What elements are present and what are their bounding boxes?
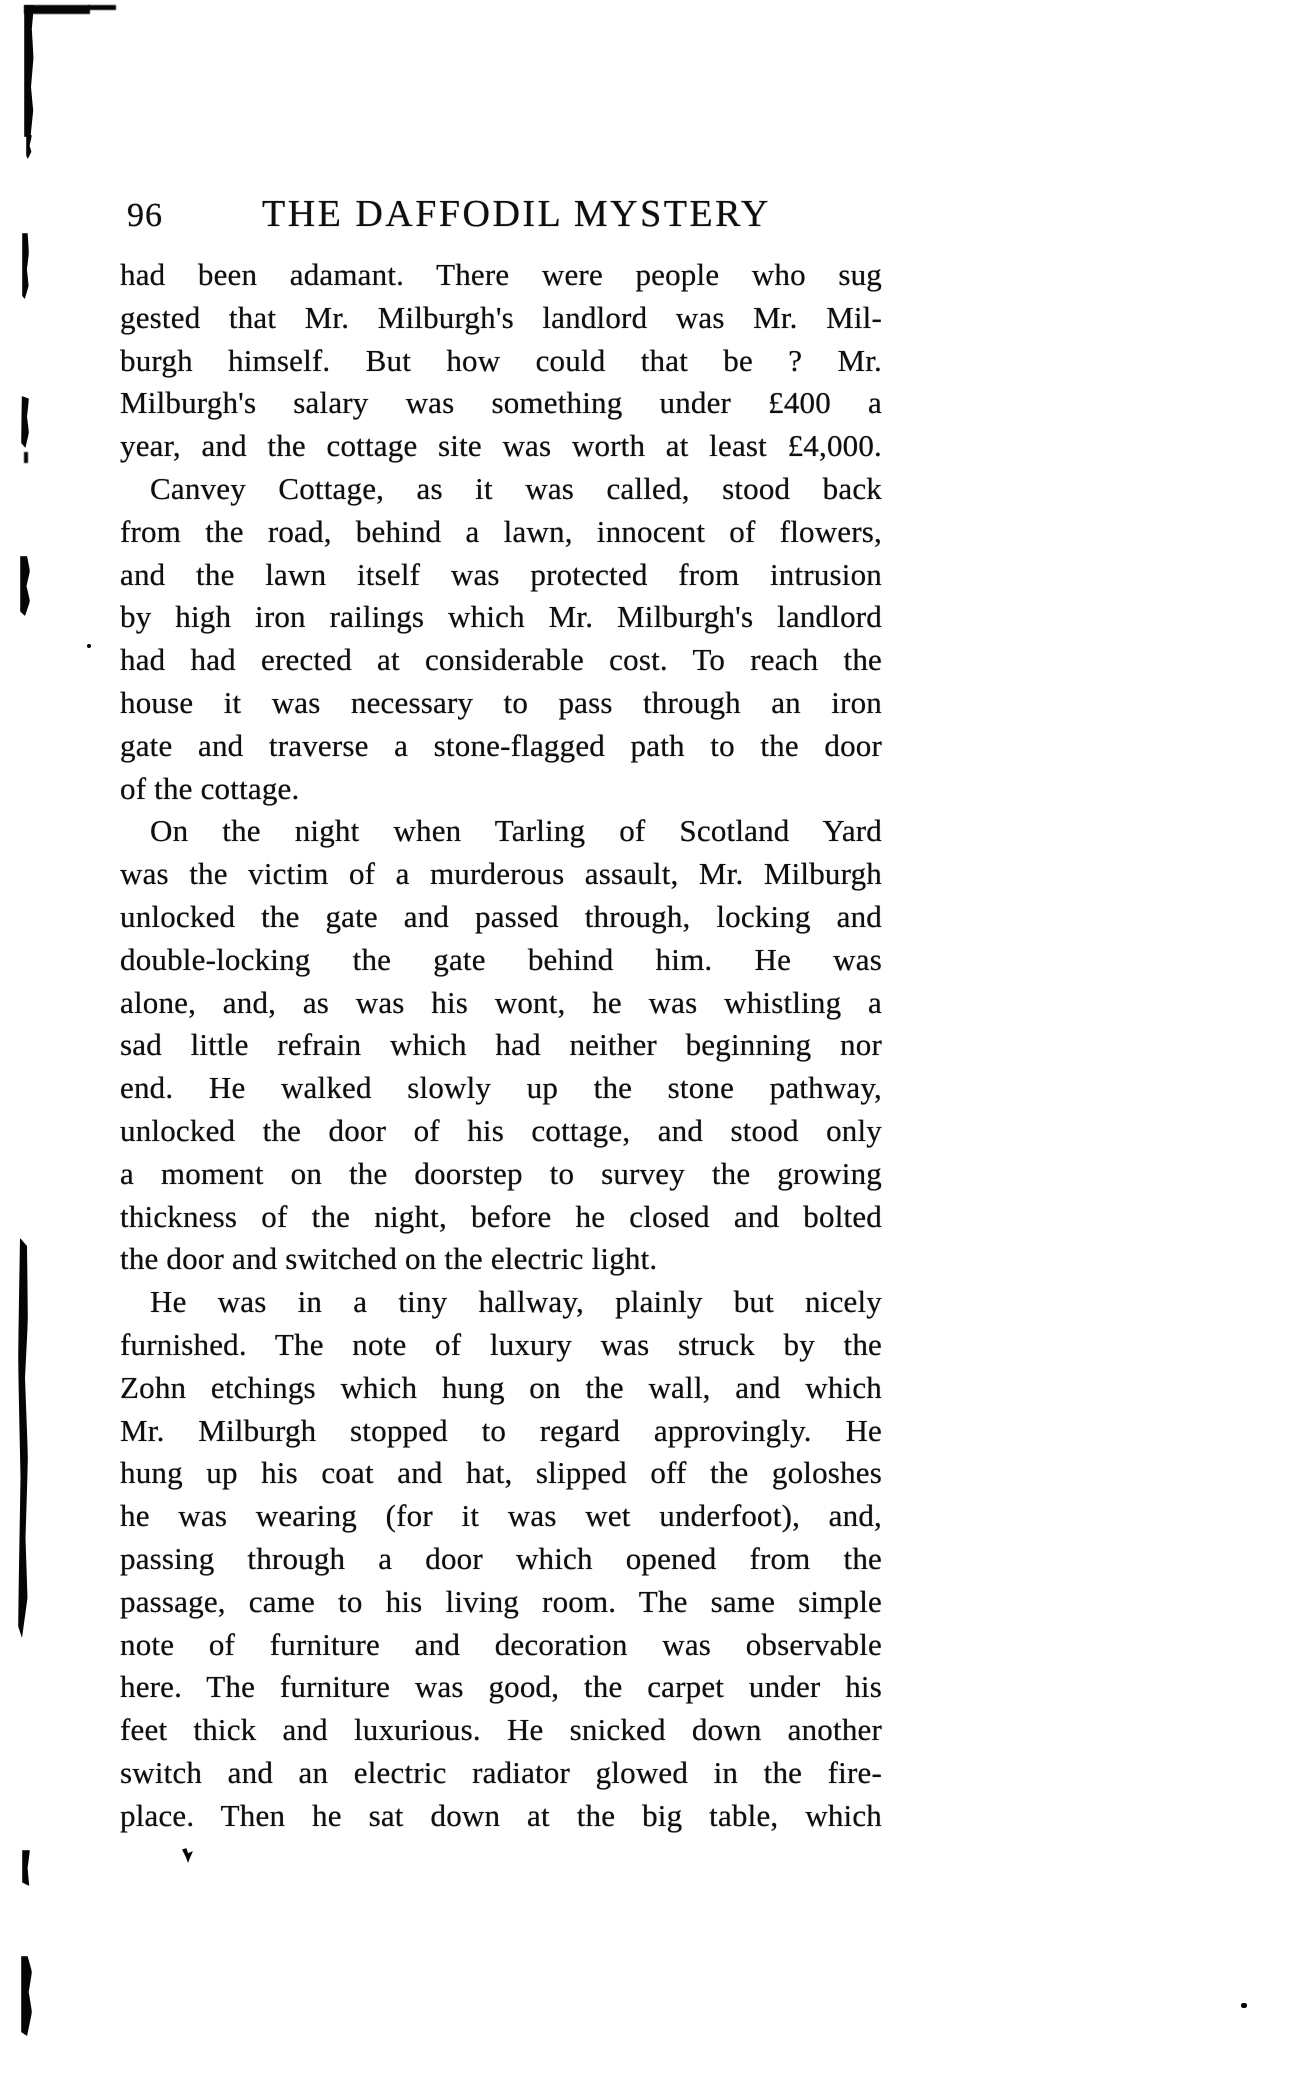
text-line: Zohn etchings which hung on the wall, and which <box>120 1369 882 1405</box>
text-line: burgh himself. But how could that be ? Mr. <box>120 342 882 378</box>
page-text-block <box>120 254 882 1837</box>
text-line: thickness of the night, before he closed and bolted <box>120 1198 882 1234</box>
text-line: unlocked the door of his cottage, and stood only <box>120 1112 882 1148</box>
scan-edge-mark <box>22 233 29 299</box>
text-line: had been adamant. There were people who sug <box>120 257 882 292</box>
text-line: end. He walked slowly up the stone pathway, <box>120 1070 882 1106</box>
text-line: Milburgh's salary was something under £400 a <box>120 385 882 421</box>
scan-edge-mark <box>21 1956 32 2036</box>
text-line: here. The furniture was good, the carpet under his <box>120 1669 882 1705</box>
text-line: was the victim of a murderous assault, Mr. Milburgh <box>120 856 882 892</box>
text-line: from the road, behind a lawn, innocent of flowers, <box>120 513 882 549</box>
scan-corner-mark-vertical <box>24 5 34 137</box>
text-line: sad little refrain which had neither beginning nor <box>120 1027 882 1063</box>
scan-edge-mark <box>20 556 30 616</box>
text-line: feet thick and luxurious. He snicked down another <box>120 1712 882 1748</box>
text-line: furnished. The note of luxury was struck by the <box>120 1326 882 1362</box>
text-line: had had erected at considerable cost. To reach the <box>120 642 882 678</box>
text-line: year, and the cottage site was worth at least £4,000. <box>120 428 882 464</box>
text-line: the door and switched on the electric light. <box>120 1241 658 1277</box>
text-line: He was in a tiny hallway, plainly but nicely <box>150 1284 882 1320</box>
text-line: Canvey Cottage, as it was called, stood back <box>150 470 882 506</box>
scan-corner-mark-horizontal <box>24 5 90 14</box>
text-line: gate and traverse a stone-flagged path to the door <box>120 727 882 763</box>
text-line: double-locking the gate behind him. He was <box>120 941 882 977</box>
page-number: 96 <box>127 197 163 234</box>
ink-speck <box>1241 2003 1247 2008</box>
ink-speck <box>87 644 91 648</box>
text-line: note of furniture and decoration was observable <box>120 1626 882 1662</box>
text-line: by high iron railings which Mr. Milburgh's landlord <box>120 599 882 635</box>
text-line: of the cottage. <box>120 770 300 806</box>
text-line: Mr. Milburgh stopped to regard approvingly. He <box>120 1412 882 1448</box>
scan-edge-mark <box>24 452 28 463</box>
text-line: he was wearing (for it was wet underfoot), and, <box>120 1498 882 1534</box>
running-title: THE DAFFODIL MYSTERY <box>262 193 771 235</box>
text-line: and the lawn itself was protected from intrusion <box>120 556 882 592</box>
text-line: unlocked the gate and passed through, locking and <box>120 898 882 934</box>
text-line: hung up his coat and hat, slipped off the goloshes <box>120 1455 882 1491</box>
scan-edge-mark <box>22 1850 30 1886</box>
text-line: alone, and, as was his wont, he was whistling a <box>120 984 882 1020</box>
text-line: On the night when Tarling of Scotland Yard <box>150 813 882 849</box>
text-line: passage, came to his living room. The same simple <box>120 1583 882 1619</box>
text-line: a moment on the doorstep to survey the growing <box>120 1155 882 1191</box>
text-line: place. Then he sat down at the big table, which <box>120 1797 882 1833</box>
ink-speck <box>182 1848 193 1863</box>
text-line: passing through a door which opened from the <box>120 1540 882 1576</box>
text-line: switch and an electric radiator glowed in the fire- <box>120 1754 882 1790</box>
scan-corner-mark-taper <box>26 135 32 159</box>
scan-corner-mark-horizontal-tail <box>88 5 116 10</box>
scan-edge-mark <box>21 396 29 448</box>
text-line: gested that Mr. Milburgh's landlord was Mr. Mil- <box>120 299 882 335</box>
scan-edge-mark-long <box>18 1238 28 1638</box>
text-line: house it was necessary to pass through an iron <box>120 684 882 720</box>
